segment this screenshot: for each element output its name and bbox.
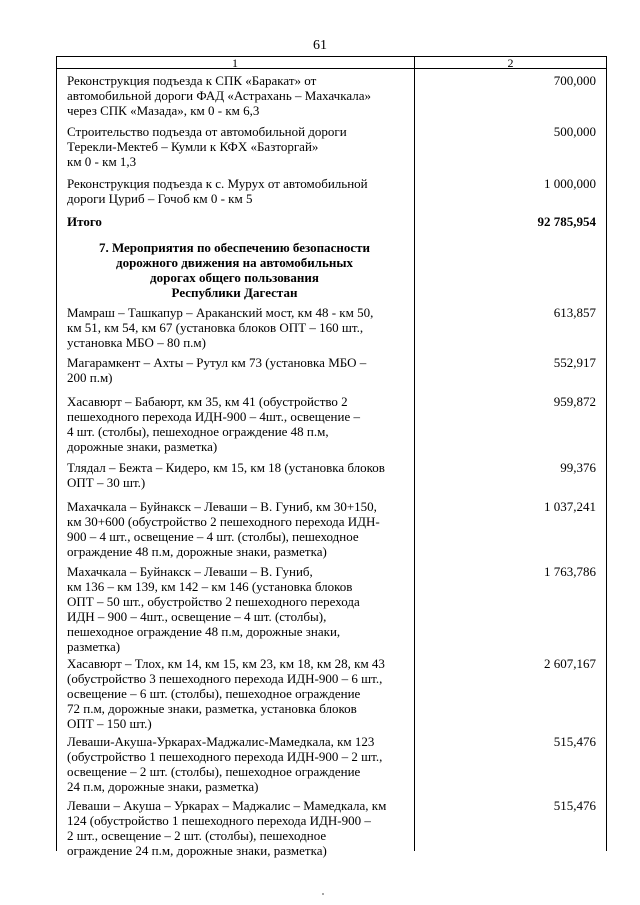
row-amount: 613,857 bbox=[553, 305, 596, 320]
row-amount: 959,872 bbox=[553, 394, 596, 409]
row-description: Реконструкция подъезда к СПК «Баракат» от автомобильной дороги ФАД «Астрахань – Махачкала» через СПК «Мазада», км 0 - км 6,3 bbox=[67, 73, 371, 118]
row-description: Хасавюрт – Бабаюрт, км 35, км 41 (обустройство 2 пешеходного перехода ИДН-900 – 4шт., освещение – 4 шт. (столбы), пешеходное ограждение 48 п.м, дорожные знаки, разметка) bbox=[67, 394, 360, 454]
row-amount: 99,376 bbox=[560, 460, 596, 475]
row-amount: 2 607,167 bbox=[544, 656, 596, 671]
page-number: 61 bbox=[313, 38, 327, 53]
row-amount: 515,476 bbox=[553, 798, 596, 813]
row-amount: 1 763,786 bbox=[544, 564, 596, 579]
row-description: Мамраш – Ташкапур – Араканский мост, км 48 - км 50, км 51, км 54, км 67 (установка блоков ОПТ – 160 шт., установка МБО – 80 п.м) bbox=[67, 305, 374, 350]
row-description: Леваши – Акуша – Уркарах – Маджалис – Мамедкала, км 124 (обустройство 1 пешеходного перехода ИДН-900 – 2 шт., освещение – 2 шт. (столбы), пешеходное ограждение 24 п.м, дорожные знаки, разметка) bbox=[67, 798, 387, 858]
section-title: 7. Мероприятия по обеспечению безопасности дорожного движения на автомобильных дорогах общего пользования Республики Дагестан bbox=[98, 240, 371, 300]
row-description: Махачкала – Буйнакск – Леваши – В. Гуниб, км 136 – км 139, км 142 – км 146 (установка блоков ОПТ – 50 шт., обустройство 2 пешеходного перехода ИДН – 900 – 4шт., освещение – 4 шт. (столбы), пешеходное ограждение 48 п.м, дорожные знаки, разметка) bbox=[67, 564, 360, 654]
row-amount: 500,000 bbox=[553, 124, 596, 139]
row-description: Реконструкция подъезда к с. Мурух от автомобильной дороги Цуриб – Гочоб км 0 - км 5 bbox=[67, 176, 368, 206]
row-description: Строительство подъезда от автомобильной дороги Терекли-Мектеб – Кумли к КФХ «Базторгай» км 0 - км 1,3 bbox=[67, 124, 347, 169]
column-divider bbox=[414, 56, 415, 851]
total-label: Итого bbox=[67, 214, 102, 229]
row-amount: 1 037,241 bbox=[544, 499, 596, 514]
row-amount: 700,000 bbox=[553, 73, 596, 88]
scan-speck bbox=[322, 893, 324, 895]
row-amount: 1 000,000 bbox=[544, 176, 596, 191]
total-amount: 92 785,954 bbox=[537, 214, 596, 229]
table-border-right bbox=[606, 56, 607, 851]
row-description: Тлядал – Бежта – Кидеро, км 15, км 18 (установка блоков ОПТ – 30 шт.) bbox=[67, 460, 385, 490]
table-border-left bbox=[56, 56, 57, 851]
row-description: Магарамкент – Ахты – Рутул км 73 (установка МБО – 200 п.м) bbox=[67, 355, 367, 385]
row-amount: 515,476 bbox=[553, 734, 596, 749]
budget-table bbox=[56, 56, 607, 858]
row-description: Махачкала – Буйнакск – Леваши – В. Гуниб, км 30+150, км 30+600 (обустройство 2 пешеходного перехода ИДН- 900 – 4 шт., освещение – 4 шт. (столбы), пешеходное ограждение 48 п.м, дорожные знаки, разметка) bbox=[67, 499, 380, 559]
column-header-2: 2 bbox=[507, 56, 514, 70]
column-header-1: 1 bbox=[232, 56, 238, 70]
row-description: Леваши-Акуша-Уркарах-Маджалис-Мамедкала, км 123 (обустройство 1 пешеходного перехода ИДН-900 – 2 шт., освещение – 2 шт. (столбы), пешеходное ограждение 24 п.м, дорожные знаки, разметка) bbox=[67, 734, 383, 794]
row-description: Хасавюрт – Тлох, км 14, км 15, км 23, км 18, км 28, км 43 (обустройство 3 пешеходного перехода ИДН-900 – 6 шт., освещение – 6 шт. (столбы), пешеходное ограждение 72 п.м, дорожные знаки, разметка, установка блоков ОПТ – 150 шт.) bbox=[67, 656, 385, 731]
row-amount: 552,917 bbox=[553, 355, 596, 370]
